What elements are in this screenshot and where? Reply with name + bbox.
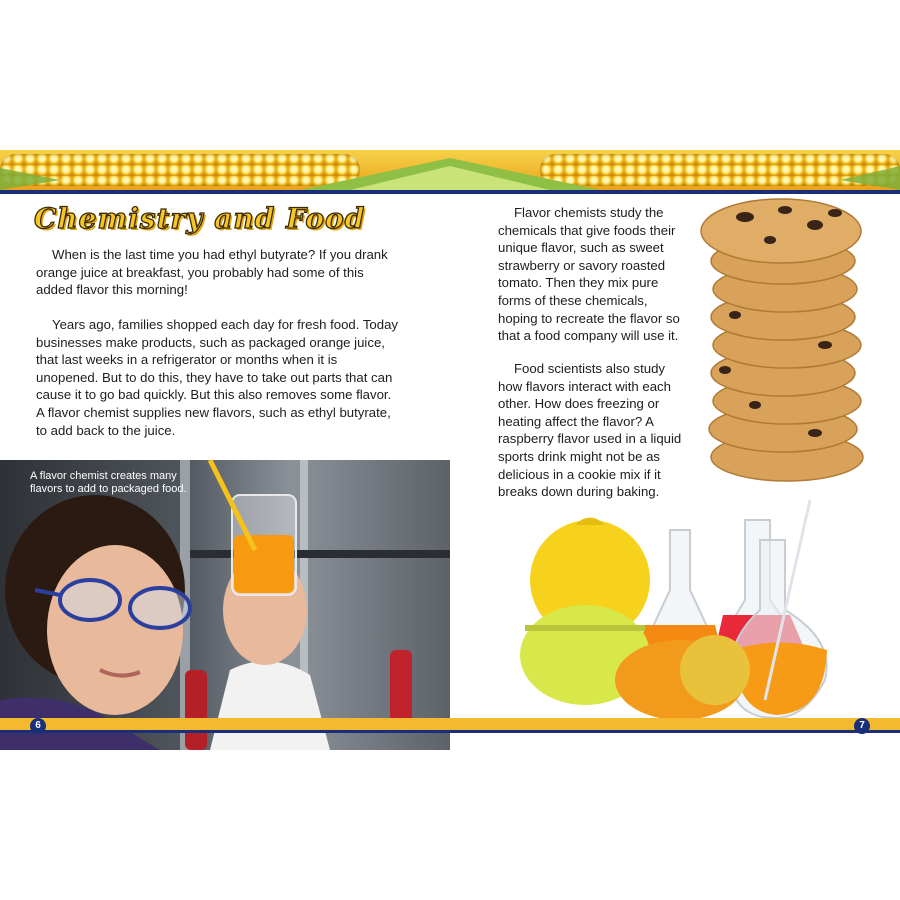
page-title: Chemistry and Food [34, 202, 366, 235]
cookie-stack-image [695, 195, 875, 485]
corn-banner [0, 150, 900, 190]
chemist-illustration [0, 460, 450, 750]
page-number-left: 6 [30, 718, 46, 734]
footer-underline [0, 730, 900, 733]
flavor-chemist-photo [0, 460, 450, 750]
fruit-and-beakers-image [515, 500, 845, 725]
left-paragraph-2: Years ago, families shopped each day for fresh food. Today businesses make products, such as packaged orange juice, that last weeks in a refrigerator or months when it is unopened. But to do this, they have to take out parts that can cause it to go bad quickly. But this also removes some flavor. A flavor chemist supplies new flavors, such as ethyl butyrate, to add back to the juice. [36, 317, 399, 438]
page-number-right: 7 [854, 718, 870, 734]
book-spread [0, 150, 900, 750]
banner-underline [0, 190, 900, 194]
photo-caption: A flavor chemist creates many flavors to add to packaged food. [30, 470, 187, 495]
left-paragraph-1: When is the last time you had ethyl butyrate? If you drank orange juice at breakfast, you probably had some of this added flavor this morning! [36, 247, 388, 298]
corn-husk-graphic [0, 150, 900, 190]
right-paragraph-1: Flavor chemists study the chemicals that give foods their unique flavor, such as sweet strawberry or savory roasted tomato. Then they mix pure forms of these chemicals, hoping to recreate the flavor so that a food company will use it. [498, 205, 680, 344]
right-paragraph-2: Food scientists also study how flavors interact with each other. How does freezing or heating affect the flavor? A raspberry flavor used in a liquid sports drink might not be as delicious in a cookie mix if it breaks down during baking. [498, 361, 682, 500]
